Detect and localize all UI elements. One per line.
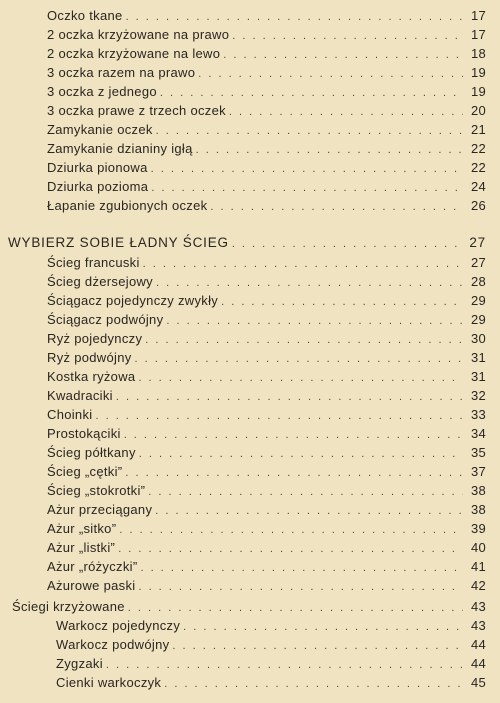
- toc-entry-title: 3 oczka razem na prawo: [47, 65, 196, 80]
- toc-entry-page: 37: [470, 464, 486, 479]
- toc-entry-page: 22: [470, 160, 486, 175]
- toc-entry-page: 44: [470, 656, 486, 671]
- dot-leader: [198, 65, 463, 83]
- toc-entry-page: 29: [470, 312, 486, 327]
- dot-leader: [229, 103, 463, 121]
- toc-entry-page: 42: [470, 578, 486, 593]
- subsection-title: Ściegi krzyżowane: [12, 599, 125, 614]
- toc-entry-title: Ażurowe paski: [47, 578, 136, 593]
- dot-leader: [140, 559, 463, 577]
- toc-chapter-entry: [8, 234, 486, 253]
- toc-entry-title: Łapanie zgubionych oczek: [47, 198, 208, 213]
- toc-entry-title: Cienki warkoczyk: [56, 675, 162, 690]
- dot-leader: [139, 445, 463, 463]
- toc-entry: [56, 655, 486, 674]
- toc-entry: [56, 617, 486, 636]
- toc-entry-title: Zamykanie oczek: [47, 122, 153, 137]
- dot-leader: [145, 331, 463, 349]
- toc-entry-page: 20: [470, 103, 486, 118]
- toc-entry: [47, 406, 486, 425]
- toc-entry-title: 2 oczka krzyżowane na prawo: [47, 27, 230, 42]
- toc-entry-title: 3 oczka z jednego: [47, 84, 157, 99]
- chapter-title: WYBIERZ SOBIE ŁADNY ŚCIEG: [8, 235, 229, 250]
- toc-entry: [47, 64, 486, 83]
- toc-entry: [47, 349, 486, 368]
- dot-leader: [232, 235, 463, 253]
- dot-leader: [172, 637, 463, 655]
- toc-entry: [47, 83, 486, 102]
- dot-leader: [210, 198, 463, 216]
- toc-entry: [47, 501, 486, 520]
- toc-entry-title: Zygzaki: [56, 656, 103, 671]
- toc-entry: [47, 292, 486, 311]
- toc-entry-page: 35: [470, 445, 486, 460]
- toc-entry-page: 17: [470, 8, 486, 23]
- toc-entry-page: 27: [470, 255, 486, 270]
- toc-entry: [47, 558, 486, 577]
- dot-leader: [156, 274, 463, 292]
- toc-entry-page: 44: [470, 637, 486, 652]
- toc-entry-title: Warkocz pojedynczy: [56, 618, 181, 633]
- toc-entry: [47, 520, 486, 539]
- toc-entry: [47, 311, 486, 330]
- subsection-page: 43: [470, 599, 486, 614]
- toc-entry: [47, 539, 486, 558]
- toc-entry-page: 28: [470, 274, 486, 289]
- toc-entry-page: 30: [470, 331, 486, 346]
- toc-entry-title: Ryż podwójny: [47, 350, 132, 365]
- toc-entry-title: Zamykanie dzianiny igłą: [47, 141, 193, 156]
- toc-entry-title: Ścieg „stokrotki”: [47, 483, 146, 498]
- toc-entry-title: Ażur „listki”: [47, 540, 116, 555]
- toc-entry: [47, 45, 486, 64]
- dot-leader: [232, 27, 463, 45]
- toc-entry-title: Ażur przeciągany: [47, 502, 153, 517]
- toc-entry-title: Ścieg dżersejowy: [47, 274, 153, 289]
- toc-entry-title: Choinki: [47, 407, 93, 422]
- toc-entry: [47, 425, 486, 444]
- toc-entry-title: Dziurka pionowa: [47, 160, 148, 175]
- dot-leader: [126, 8, 463, 26]
- dot-leader: [166, 312, 463, 330]
- toc-entry-title: Kwadraciki: [47, 388, 113, 403]
- dot-leader: [106, 656, 463, 674]
- toc-entry-page: 40: [470, 540, 486, 555]
- toc-entry: [47, 197, 486, 216]
- dot-leader: [95, 407, 463, 425]
- toc-entry-page: 22: [470, 141, 486, 156]
- toc-entry-page: 38: [470, 502, 486, 517]
- toc-entry-title: Ścieg francuski: [47, 255, 140, 270]
- toc-entry-page: 31: [470, 350, 486, 365]
- toc-subsection-entry: [12, 598, 486, 617]
- toc-entry-title: Oczko tkane: [47, 8, 123, 23]
- dot-leader: [223, 46, 463, 64]
- dot-leader: [125, 464, 463, 482]
- toc-entry-page: 39: [470, 521, 486, 536]
- toc-entry-page: 31: [470, 369, 486, 384]
- toc-entry: [47, 444, 486, 463]
- toc-entry-title: Prostokąciki: [47, 426, 121, 441]
- toc-entry: [56, 636, 486, 655]
- toc-entry-title: Ażur „różyczki”: [47, 559, 138, 574]
- toc-entry-title: Dziurka pozioma: [47, 179, 149, 194]
- toc-entry-page: 29: [470, 293, 486, 308]
- toc-entry-page: 19: [470, 84, 486, 99]
- toc-entry-page: 34: [470, 426, 486, 441]
- toc-entry: [47, 26, 486, 45]
- toc-entry: [47, 463, 486, 482]
- toc-entry: [47, 482, 486, 501]
- toc-entry-title: Ścieg półtkany: [47, 445, 136, 460]
- dot-leader: [138, 578, 463, 596]
- toc-entry-page: 32: [470, 388, 486, 403]
- dot-leader: [221, 293, 463, 311]
- toc-entry-page: 33: [470, 407, 486, 422]
- toc-entry-page: 43: [470, 618, 486, 633]
- chapter-page: 27: [469, 235, 486, 250]
- dot-leader: [118, 540, 463, 558]
- dot-leader: [156, 122, 463, 140]
- toc-entry-page: 41: [470, 559, 486, 574]
- toc-entry-title: Ściągacz pojedynczy zwykły: [47, 293, 219, 308]
- toc-entry: [47, 159, 486, 178]
- toc-entry-title: 2 oczka krzyżowane na lewo: [47, 46, 221, 61]
- toc-entry-title: Ażur „sitko”: [47, 521, 117, 536]
- toc-entry-page: 26: [470, 198, 486, 213]
- toc-entry: [47, 7, 486, 26]
- toc-entry-title: Kostka ryżowa: [47, 369, 136, 384]
- toc-entry-page: 45: [470, 675, 486, 690]
- toc-entry-page: 17: [470, 27, 486, 42]
- toc-entry: [47, 140, 486, 159]
- dot-leader: [143, 255, 463, 273]
- dot-leader: [151, 179, 463, 197]
- dot-leader: [155, 502, 463, 520]
- toc-entry: [47, 102, 486, 121]
- toc-entry-title: Ściągacz podwójny: [47, 312, 164, 327]
- toc-entry: [47, 330, 486, 349]
- toc-entry-page: 21: [470, 122, 486, 137]
- toc-entry-title: Ryż pojedynczy: [47, 331, 143, 346]
- toc-entry-page: 18: [470, 46, 486, 61]
- dot-leader: [138, 369, 463, 387]
- toc-entry: [56, 674, 486, 693]
- dot-leader: [183, 618, 463, 636]
- dot-leader: [116, 388, 463, 406]
- toc-entry: [47, 254, 486, 273]
- toc-entry-title: 3 oczka prawe z trzech oczek: [47, 103, 226, 118]
- dot-leader: [196, 141, 463, 159]
- dot-leader: [164, 675, 463, 693]
- toc-entry: [47, 121, 486, 140]
- dot-leader: [119, 521, 463, 539]
- dot-leader: [135, 350, 463, 368]
- toc-entry-page: 19: [470, 65, 486, 80]
- toc-entry-title: Ścieg „cętki”: [47, 464, 123, 479]
- dot-leader: [148, 483, 463, 501]
- toc-entry: [47, 577, 486, 596]
- toc-entry-title: Warkocz podwójny: [56, 637, 170, 652]
- toc-entry-page: 24: [470, 179, 486, 194]
- dot-leader: [124, 426, 463, 444]
- dot-leader: [128, 599, 463, 617]
- toc-entry: [47, 368, 486, 387]
- dot-leader: [160, 84, 463, 102]
- toc-entry: [47, 273, 486, 292]
- toc-entry-page: 38: [470, 483, 486, 498]
- toc-entry: [47, 387, 486, 406]
- toc-entry: [47, 178, 486, 197]
- dot-leader: [151, 160, 463, 178]
